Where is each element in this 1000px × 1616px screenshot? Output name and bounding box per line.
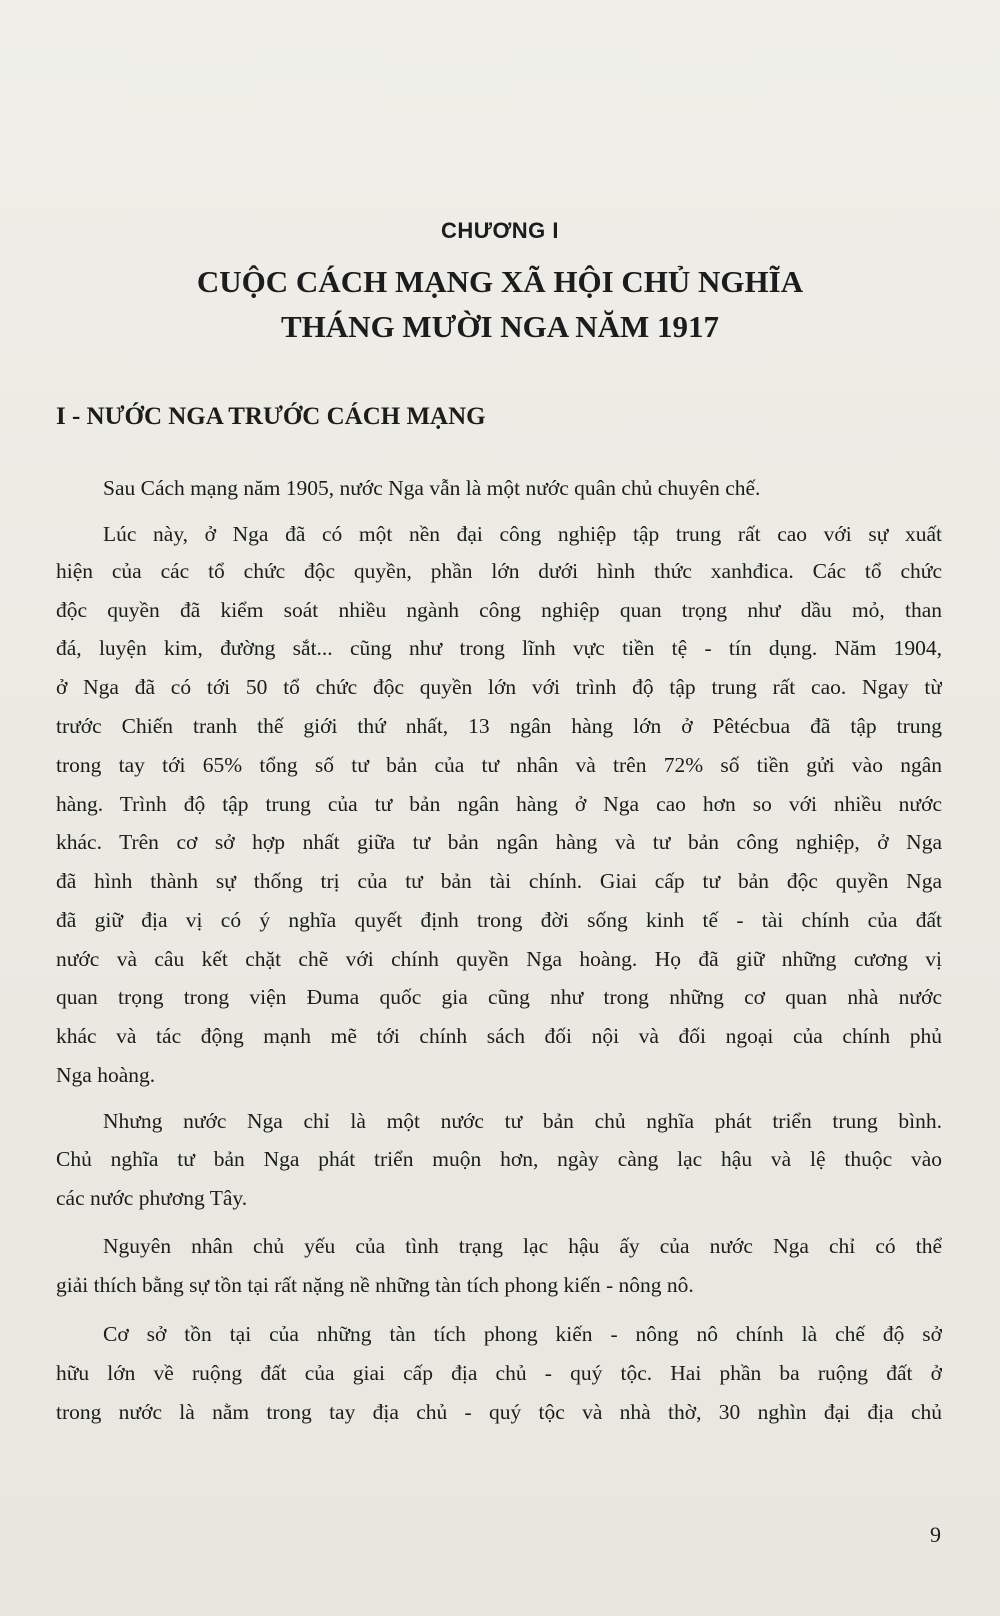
- body-line-4: độc quyền đã kiểm soát nhiều ngành công nghiệp quan trọng như dầu mỏ, than: [56, 598, 942, 622]
- body-line-8: trong tay tới 65% tổng số tư bản của tư nhân và trên 72% số tiền gửi vào ngân: [56, 753, 942, 777]
- chapter-title-line-1: CUỘC CÁCH MẠNG XÃ HỘI CHỦ NGHĨA: [196, 264, 804, 299]
- body-line-24: trong nước là nằm trong tay địa chủ - quý tộc và nhà thờ, 30 nghìn đại địa chủ: [56, 1400, 942, 1424]
- body-line-7: trước Chiến tranh thế giới thứ nhất, 13 ngân hàng lớn ở Pêtécbua đã tập trung: [56, 714, 942, 738]
- body-line-11: đã hình thành sự thống trị của tư bản tài chính. Giai cấp tư bản độc quyền Nga: [56, 869, 942, 893]
- body-line-23: hữu lớn về ruộng đất của giai cấp địa chủ - quý tộc. Hai phần ba ruộng đất ở: [56, 1361, 942, 1385]
- body-line-10: khác. Trên cơ sở hợp nhất giữa tư bản ngân hàng và tư bản công nghiệp, ở Nga: [56, 830, 942, 854]
- body-line-13: nước và câu kết chặt chẽ với chính quyền Nga hoàng. Họ đã giữ những cương vị: [56, 947, 942, 971]
- page-number: 9: [930, 1522, 941, 1547]
- section-heading: I - NƯỚC NGA TRƯỚC CÁCH MẠNG: [56, 403, 486, 430]
- body-line-5: đá, luyện kim, đường sắt... cũng như trong lĩnh vực tiền tệ - tín dụng. Năm 1904,: [56, 636, 942, 660]
- body-line-3: hiện của các tổ chức độc quyền, phần lớn dưới hình thức xanhđica. Các tổ chức: [56, 559, 942, 583]
- body-line-22: Cơ sở tồn tại của những tàn tích phong kiến - nông nô chính là chế độ sở: [103, 1322, 942, 1346]
- body-line-17: Nhưng nước Nga chỉ là một nước tư bản chủ nghĩa phát triển trung bình.: [103, 1109, 942, 1133]
- body-line-12: đã giữ địa vị có ý nghĩa quyết định trong đời sống kinh tế - tài chính của đất: [56, 908, 942, 932]
- body-line-16: Nga hoàng.: [56, 1063, 156, 1087]
- body-line-20: Nguyên nhân chủ yếu của tình trạng lạc hậu ấy của nước Nga chỉ có thể: [103, 1234, 942, 1258]
- chapter-label: CHƯƠNG I: [440, 218, 560, 243]
- body-line-6: ở Nga đã có tới 50 tổ chức độc quyền lớn với trình độ tập trung rất cao. Ngay từ: [56, 675, 942, 699]
- body-line-18: Chủ nghĩa tư bản Nga phát triển muộn hơn, ngày càng lạc hậu và lệ thuộc vào: [56, 1147, 942, 1171]
- body-line-21: giải thích bằng sự tồn tại rất nặng nề những tàn tích phong kiến - nông nô.: [56, 1273, 694, 1297]
- body-line-14: quan trọng trong viện Đuma quốc gia cũng như trong những cơ quan nhà nước: [56, 985, 942, 1009]
- chapter-title-line-2: THÁNG MƯỜI NGA NĂM 1917: [281, 309, 719, 344]
- body-line-2: Lúc này, ở Nga đã có một nền đại công nghiệp tập trung rất cao với sự xuất: [103, 522, 942, 546]
- body-line-9: hàng. Trình độ tập trung của tư bản ngân hàng ở Nga cao hơn so với nhiều nước: [56, 792, 942, 816]
- body-line-15: khác và tác động mạnh mẽ tới chính sách đối nội và đối ngoại của chính phủ: [56, 1024, 942, 1048]
- body-line-19: các nước phương Tây.: [56, 1186, 248, 1210]
- body-line-1: Sau Cách mạng năm 1905, nước Nga vẫn là một nước quân chủ chuyên chế.: [103, 476, 761, 500]
